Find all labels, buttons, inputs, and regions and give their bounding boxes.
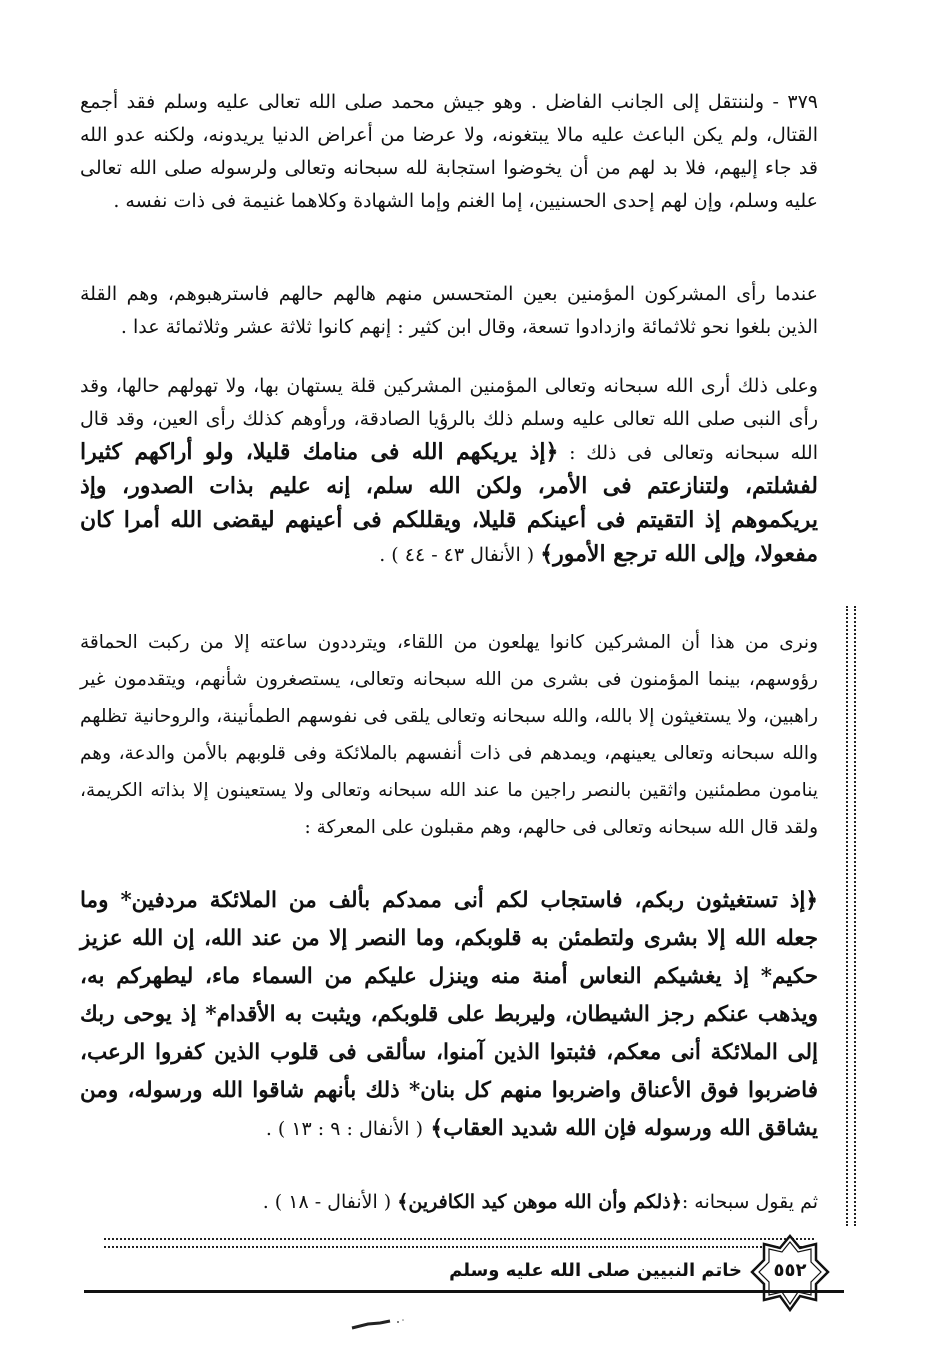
quran-verse-anfal-43-44: ﴿إذ يريكهم الله فى منامك قليلا، ولو أراكهم كثيرا لفشلتم، ولتنازعتم فى الأمر، ولكن الله سلم، إنه عليم بذات الصدور، وإذ يريكموهم إذ التقيتم فى أعينكم قليلا، ويقللكم فى أعينهم ليقضى الله أمرا كان مفعولا، وإلى الله ترجع الأمور﴾ (80, 439, 818, 567)
decorative-border-horizontal (104, 1238, 814, 1248)
decorative-border-vertical (846, 606, 856, 1226)
page-number-badge (750, 1234, 830, 1312)
paragraph-closing-intro: ثم يقول سبحانه : (681, 1191, 818, 1213)
quran-verse-anfal-18: ﴿ذلكم وأن الله موهن كيد الكافرين﴾ (397, 1191, 682, 1213)
paragraph-379 (80, 86, 818, 218)
paragraph-closing-verse (80, 1186, 818, 1219)
paragraph-polytheists-fear (80, 278, 818, 344)
quran-verse-anfal-9-13: ﴿إذ تستغيثون ربكم، فاستجاب لكم أنى ممدكم بألف من الملائكة مردفين* وما جعله الله إلا بشرى ولتطمئن به قلوبكم، وما النصر إلا من عند الله، إن الله عزيز حكيم* إذ يغشيكم النعاس أمنة منه وينزل عليكم من السماء ماء، ليطهركم به، ويذهب عنكم رجز الشيطان، وليربط على قلوبكم، ويثبت به الأقدام* إذ يوحى ربك إلى الملائكة أنى معكم، فثبتوا الذين آمنوا، سألقى فى قلوب الذين كفروا الرعب، فاضربوا فوق الأعناق واضربوا منهم كل بنان* ذلك بأنهم شاقوا الله ورسوله، ومن يشاقق الله ورسوله فإن الله شديد العقاب﴾ (80, 888, 818, 1141)
page-number: ٥٥٢ (773, 1260, 807, 1281)
scan-smudge-icon (350, 1318, 410, 1332)
verse-reference: ( الأنفال ٤٣ - ٤٤ ) . (379, 544, 535, 566)
paragraph-vision-intro: وعلى ذلك أرى الله سبحانه وتعالى المؤمنين المشركين قلة يستهان بها، ولا تهولهم حالها، وقد رأى النبى صلى الله تعالى عليه وسلم ذلك بالرؤيا الصادقة، ورأوهم كذلك رأى العين، وقد قال الله سبحانه وتعالى فى ذلك : (80, 375, 818, 464)
paragraph-believers-state-text: ونرى من هذا أن المشركين كانوا يهلعون من اللقاء، ويترددون ساعته إلا من ركبت الحماقة رؤوسهم، بينما المؤمنون فى بشرى من الله سبحانه وتعالى، يستصغرون شأنهم، ويتقدمون غير راهبين، ولا يستغيثون إلا بالله، والله سبحانه وتعالى يلقى فى نفوسهم الطمأنينة، والروحانية تظلهم والله سبحانه وتعالى يعينهم، ويمدهم فى ذات أنفسهم بالملائكة وفى قلوبهم بالأمن والدعة، وهم ينامون مطمئنين واثقين بالنصر راجين ما عند الله سبحانه وتعالى ولا يستعينون إلا بذاته الكريمة، ولقد قال الله سبحانه وتعالى فى حالهم، وهم مقبلون على المعركة : (80, 632, 818, 838)
verse-reference: ( الأنفال - ١٨ ) . (262, 1191, 392, 1213)
verse-reference: ( الأنفال : ٩ : ١٣ ) . (265, 1118, 424, 1140)
footer-rule (84, 1290, 844, 1293)
paragraph-believers-state (80, 624, 818, 846)
paragraph-vision (80, 370, 818, 572)
footer-book-title: خاتم النبيين صلى الله عليه وسلم (449, 1260, 742, 1281)
paragraph-379-text: ٣٧٩ - ولننتقل إلى الجانب الفاضل . وهو جيش محمد صلى الله تعالى عليه وسلم فقد أجمع القتال، ولم يكن الباعث عليه مالا يبتغونه، ولا عرضا من أعراض الدنيا يريدونه، ولكنه عدو الله قد جاء إليهم، فلا بد لهم من أن يخوضوا استجابة لله سبحانه وتعالى ولرسوله صلى الله تعالى عليه وسلم، وإن لهم إحدى الحسنيين، إما الغنم وإما الشهادة وكلاهما غنيمة فى ذات نفسه . (80, 91, 818, 212)
quran-block-anfal-9-13 (80, 882, 818, 1148)
paragraph-polytheists-fear-text: عندما رأى المشركون المؤمنين بعين المتحسس منهم هالهم حالهم فاسترهبوهم، وهم القلة الذين بلغوا نحو ثلاثمائة وازدادوا تسعة، وقال ابن كثير : إنهم كانوا ثلاثة عشر وثلاثمائة عدا . (80, 283, 818, 338)
